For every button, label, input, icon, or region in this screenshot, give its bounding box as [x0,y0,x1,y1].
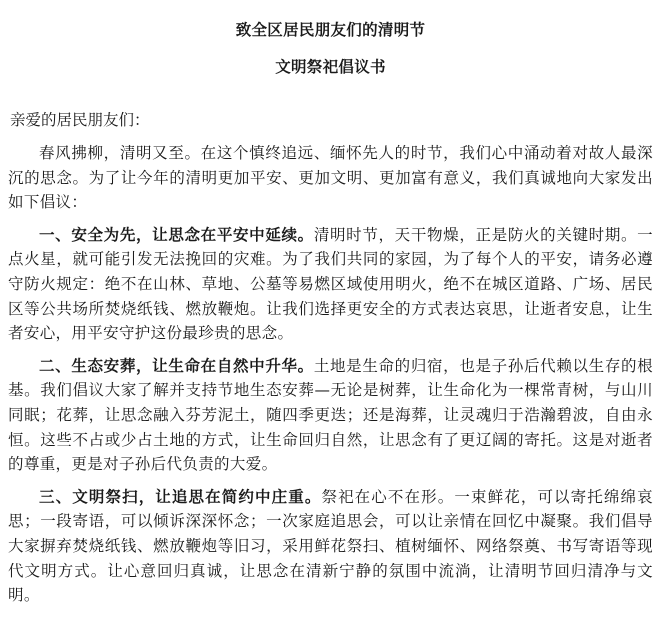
section-heading-safety: 一、安全为先，让思念在平安中延续。 [39,225,314,244]
intro-paragraph: 春风拂柳，清明又至。在这个慎终追远、缅怀先人的时节，我们心中涌动着对故人最深沉的思念。为了让今年的清明更加平安、更加文明、更加富有意义，我们真诚地向大家发出如下倡议： [8,144,653,212]
document-title-line-1: 致全区居民朋友们的清明节 [235,21,426,39]
document-title-line-2: 文明祭祀倡议书 [275,58,386,76]
section-paragraph-eco-burial [8,354,653,477]
section-body-eco-burial: 土地是生命的归宿，也是子孙后代赖以生存的根基。我们倡议大家了解并支持节地生态安葬—无论是树葬，让生命化为一棵常青树，与山川同眠；花葬，让思念融入芬芳泥土，随四季更迭；还是海葬，让灵魂归于浩瀚碧波，自由永恒。这些不占或少占土地的方式，让生命回归自然，让思念有了更辽阔的寄托。这是对逝者的尊重，更是对子孙后代负责的大爱。 [8,356,653,474]
section-body-civilized-tomb-sweeping: 祭祀在心不在形。一束鲜花，可以寄托绵绵哀思；一段寄语，可以倾诉深深怀念；一次家庭追思会，可以让亲情在回忆中凝聚。我们倡导大家摒弃焚烧纸钱、燃放鞭炮等旧习，采用鲜花祭扫、植树缅怀、网络祭奠、书写寄语等现代文明方式。让心意回归真诚，让思念在清新宁静的氛围中流淌，让清明节回归清净与文明。 [8,487,653,605]
section-heading-civilized-tomb-sweeping: 三、文明祭扫，让追思在简约中庄重。 [39,487,322,506]
salutation: 亲爱的居民朋友们： [10,111,150,129]
section-heading-eco-burial: 二、生态安葬，让生命在自然中升华。 [39,356,314,375]
document-body [8,141,653,616]
section-paragraph-safety [8,223,653,346]
section-paragraph-civilized-tomb-sweeping [8,485,653,608]
section-body-safety: 清明时节，天干物燥，正是防火的关键时期。一点火星，就可能引发无法挽回的灾难。为了我们共同的家园，为了每个人的平安，请务必遵守防火规定：绝不在山林、草地、公墓等易燃区域使用明火，绝不在城区道路、广场、居民区等公共场所焚烧纸钱、燃放鞭炮。让我们选择更安全的方式表达哀思，让逝者安息，让生者安心，用平安守护这份最珍贵的思念。 [8,225,653,343]
